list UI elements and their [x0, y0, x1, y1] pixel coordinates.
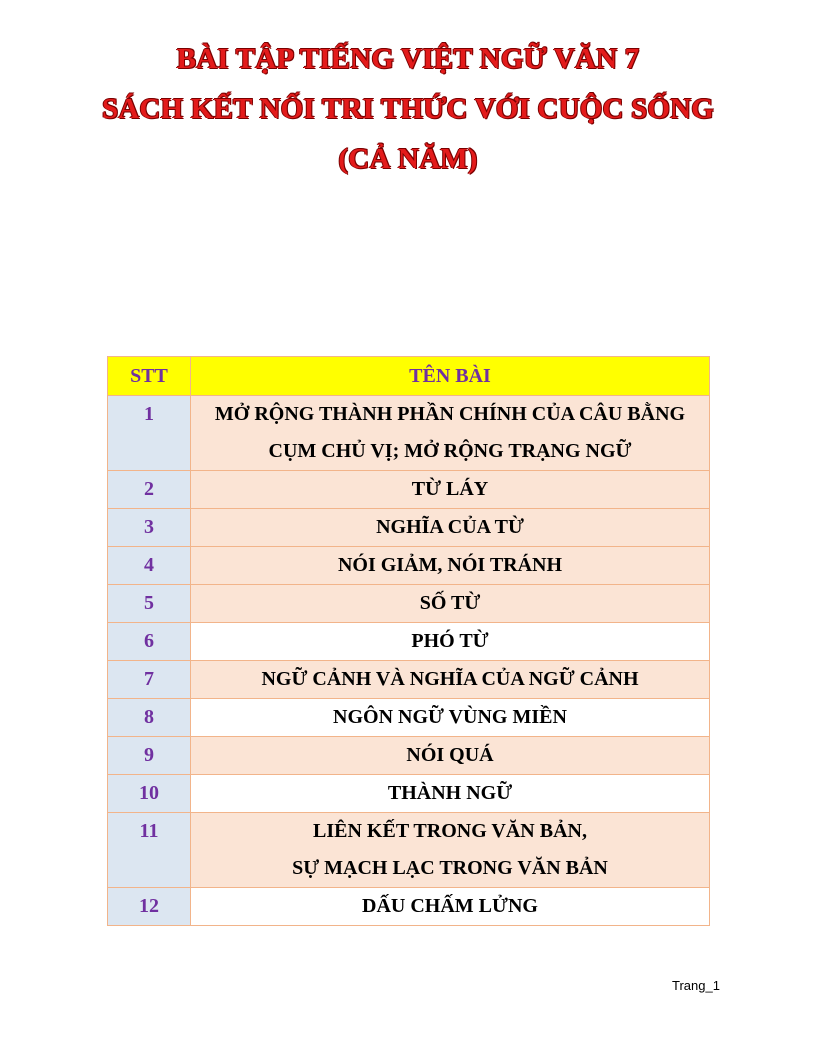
lesson-name [191, 813, 710, 888]
document-title [0, 34, 816, 184]
lesson-name: TỪ LÁY [191, 471, 710, 509]
table-row [108, 699, 710, 737]
lesson-name-line: SỰ MẠCH LẠC TRONG VĂN BẢN [292, 857, 608, 879]
lesson-name: DẤU CHẤM LỬNG [191, 888, 710, 926]
lesson-name: SỐ TỪ [191, 585, 710, 623]
lesson-name: PHÓ TỪ [191, 623, 710, 661]
header-lesson-name: TÊN BÀI [191, 357, 710, 396]
lesson-name [191, 396, 710, 471]
table-row [108, 775, 710, 813]
lesson-name-line: LIÊN KẾT TRONG VĂN BẢN, [313, 820, 587, 842]
table-row [108, 623, 710, 661]
title-line-1: BÀI TẬP TIẾNG VIỆT NGỮ VĂN 7 [176, 43, 640, 75]
row-number: 7 [108, 661, 191, 699]
title-line-3: (CẢ NĂM) [338, 143, 478, 175]
row-number: 9 [108, 737, 191, 775]
row-number: 11 [108, 813, 191, 888]
table-row [108, 888, 710, 926]
row-number: 1 [108, 396, 191, 471]
lesson-name-line: CỤM CHỦ VỊ; MỞ RỘNG TRẠNG NGỮ [268, 440, 632, 462]
table-row [108, 509, 710, 547]
table-header-row [108, 357, 710, 396]
row-number: 8 [108, 699, 191, 737]
lesson-name: NGÔN NGỮ VÙNG MIỀN [191, 699, 710, 737]
row-number: 3 [108, 509, 191, 547]
title-line-2: SÁCH KẾT NỐI TRI THỨC VỚI CUỘC SỐNG [101, 93, 715, 125]
row-number: 6 [108, 623, 191, 661]
lesson-name: NGỮ CẢNH VÀ NGHĨA CỦA NGỮ CẢNH [191, 661, 710, 699]
page-number: Trang_1 [672, 978, 720, 993]
lesson-name: NÓI GIẢM, NÓI TRÁNH [191, 547, 710, 585]
table-row [108, 547, 710, 585]
lesson-name: THÀNH NGỮ [191, 775, 710, 813]
row-number: 12 [108, 888, 191, 926]
table-row [108, 396, 710, 471]
table-row [108, 737, 710, 775]
row-number: 4 [108, 547, 191, 585]
header-stt: STT [108, 357, 191, 396]
lesson-name-line: MỞ RỘNG THÀNH PHẦN CHÍNH CỦA CÂU BẰNG [214, 403, 686, 425]
lesson-name: NGHĨA CỦA TỪ [191, 509, 710, 547]
row-number: 5 [108, 585, 191, 623]
table-row [108, 585, 710, 623]
table-row [108, 661, 710, 699]
table-row [108, 813, 710, 888]
lesson-name: NÓI QUÁ [191, 737, 710, 775]
lesson-table [107, 356, 710, 926]
table-row [108, 471, 710, 509]
row-number: 2 [108, 471, 191, 509]
row-number: 10 [108, 775, 191, 813]
